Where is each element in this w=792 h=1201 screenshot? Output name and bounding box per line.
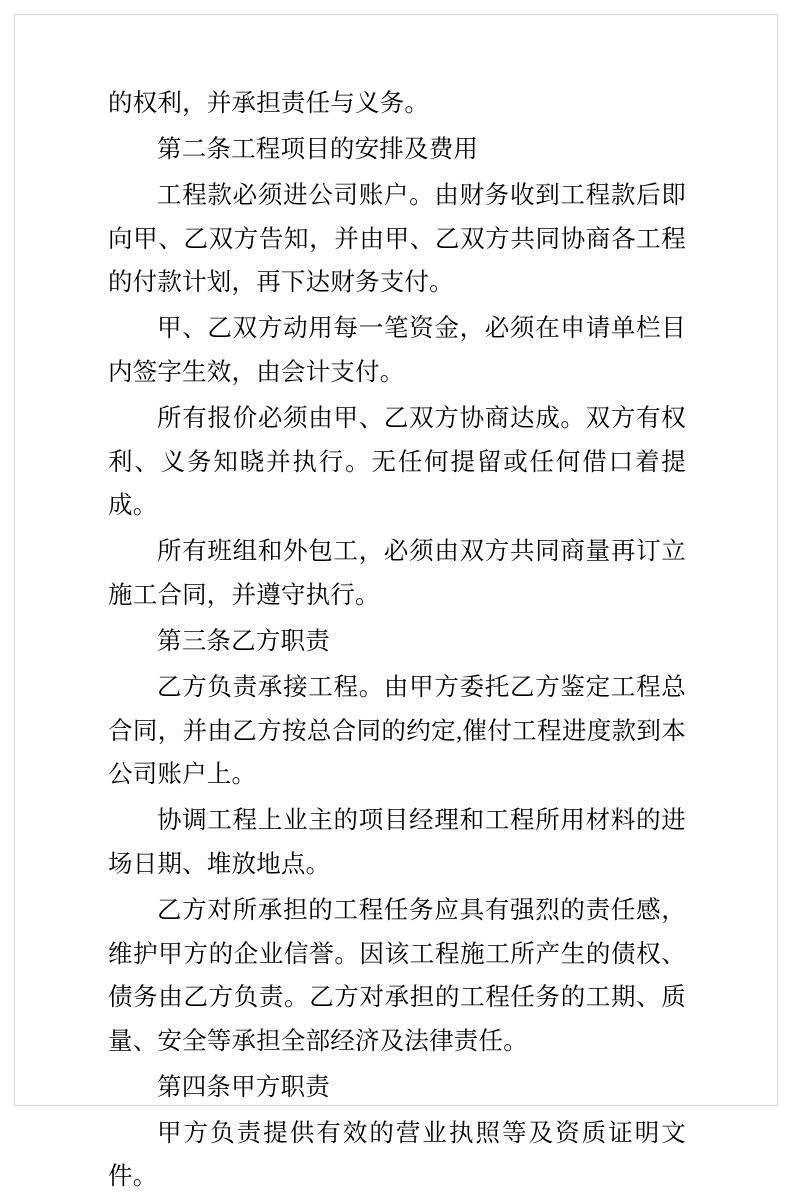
paragraph-heading-clause-3: 第三条乙方职责 bbox=[157, 627, 330, 655]
document-body bbox=[108, 82, 686, 1201]
paragraph: 所有报价必须由甲、乙双方协商达成。双方有权利、义务知晓并执行。无任何提留或任何借口着提成。 bbox=[108, 405, 686, 520]
paragraph: 的权利，并承担责任与义务。 bbox=[108, 90, 430, 117]
paragraph: 乙方负责承接工程。由甲方委托乙方鉴定工程总合同，并由乙方按总合同的约定,催付工程进度款到本公司账户上。 bbox=[108, 673, 686, 789]
paragraph: 甲方负责提供有效的营业执照等及资质证明文件。 bbox=[108, 1119, 686, 1191]
paragraph-heading-clause-2: 第二条工程项目的安排及费用 bbox=[157, 136, 479, 164]
paragraph: 乙方对所承担的工程任务应具有强烈的责任感，维护甲方的企业信誉。因该工程施工所产生的债权、债务由乙方负责。乙方对承担的工程任务的工期、质量、安全等承担全部经济及法律责任。 bbox=[108, 896, 686, 1055]
paragraph: 所有班组和外包工，必须由双方共同商量再订立施工合同，并遵守执行。 bbox=[108, 538, 686, 609]
paragraph-heading-clause-4: 第四条甲方职责 bbox=[157, 1073, 330, 1101]
paragraph: 工程款必须进公司账户。由财务收到工程款后即向甲、乙双方告知，并由甲、乙双方共同协商各工程的付款计划，再下达财务支付。 bbox=[108, 182, 686, 297]
paragraph: 甲、乙双方动用每一笔资金，必须在申请单栏目内签字生效，由会计支付。 bbox=[108, 315, 686, 386]
paragraph: 协调工程上业主的项目经理和工程所用材料的进场日期、堆放地点。 bbox=[108, 807, 686, 878]
